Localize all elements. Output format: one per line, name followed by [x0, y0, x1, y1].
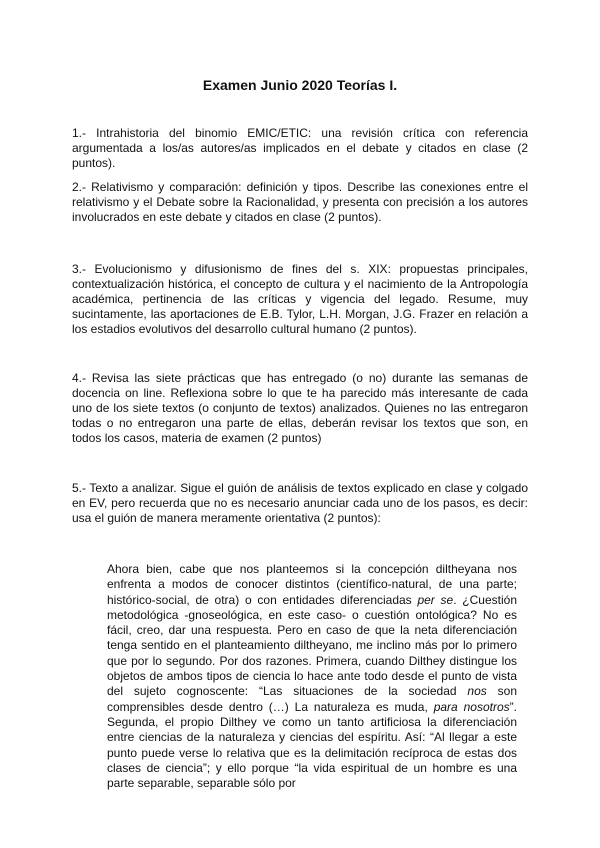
quote-text: Ahora bien, cabe que nos planteemos si la concepción diltheyana nos enfrenta a modos de conocer distintos (científico-natural, de una parte; histórico-social, de otra) o con entidades diferenciadas — [107, 562, 517, 607]
question-5: 5.- Texto a analizar. Sigue el guión de análisis de textos explicado en clase y colgado en EV, pero recuerda que no es necesario anunciar cada uno de los pasos, es decir: usa el guión de manera meramente orientativa (2 puntos): — [72, 481, 528, 525]
quote-text: ”. Segunda, el propio Dilthey ve como un tanto artificiosa la diferenciación entre ciencias de la naturaleza y ciencias del espíritu. Así: “Al llegar a este punto puede verse lo relativa que es la delimitación recíproca de estas dos clases de ciencia”; y ello porque “la vida espiritual de un hombre es una parte separable, separable sólo por — [107, 699, 517, 791]
quote-text: son comprensibles desde dentro (…) La naturaleza es muda, — [107, 684, 517, 714]
question-1: 1.- Intrahistoria del binomio EMIC/ETIC: una revisión crítica con referencia argumentada a los/as autores/as implicados en el debate y citados en clase (2 puntos). — [72, 126, 528, 170]
question-4: 4.- Revisa las siete prácticas que has entregado (o no) durante las semanas de docencia on line. Reflexiona sobre lo que te ha parecido más interesante de cada uno de los siete textos (o conjunto de textos) analizados. Quienes no las entregaron todas o no entregaron una parte de ellas, deberán revisar los textos que son, en todos los casos, materia de examen (2 puntos) — [72, 371, 528, 445]
analysis-text-quote — [107, 562, 517, 791]
quote-text: . ¿Cuestión metodológica -gnoseológica, en este caso- o cuestión ontológica? No es fácil, creo, dar una respuesta. Pero en caso de que la neta diferenciación tenga sentido en el planteamiento diltheyano, me inclino más por lo primero que por lo segundo. Por dos razones. Primera, cuando Dilthey distingue los objetos de ambos tipos de ciencia lo hace ante todo desde el punto de vista del sujeto cognoscente: “Las situaciones de la sociedad — [107, 592, 517, 699]
quote-emphasis: para nosotros — [433, 699, 510, 714]
quote-emphasis: nos — [467, 684, 487, 699]
question-3: 3.- Evolucionismo y difusionismo de fines del s. XIX: propuestas principales, contextualización histórica, el concepto de cultura y el nacimiento de la Antropología académica, pertinencia de las críticas y vigencia del legado. Resume, muy sucintamente, las aportaciones de E.B. Tylor, L.H. Morgan, J.G. Frazer en relación a los estadios evolutivos del desarrollo cultural humano (2 puntos). — [72, 262, 528, 336]
question-2: 2.- Relativismo y comparación: definición y tipos. Describe las conexiones entre el relativismo y el Debate sobre la Racionalidad, y presenta con precisión a los autores involucrados en este debate y citados en clase (2 puntos). — [72, 180, 528, 224]
page-title: Examen Junio 2020 Teorías I. — [202, 77, 398, 93]
quote-emphasis: per se — [417, 592, 454, 607]
